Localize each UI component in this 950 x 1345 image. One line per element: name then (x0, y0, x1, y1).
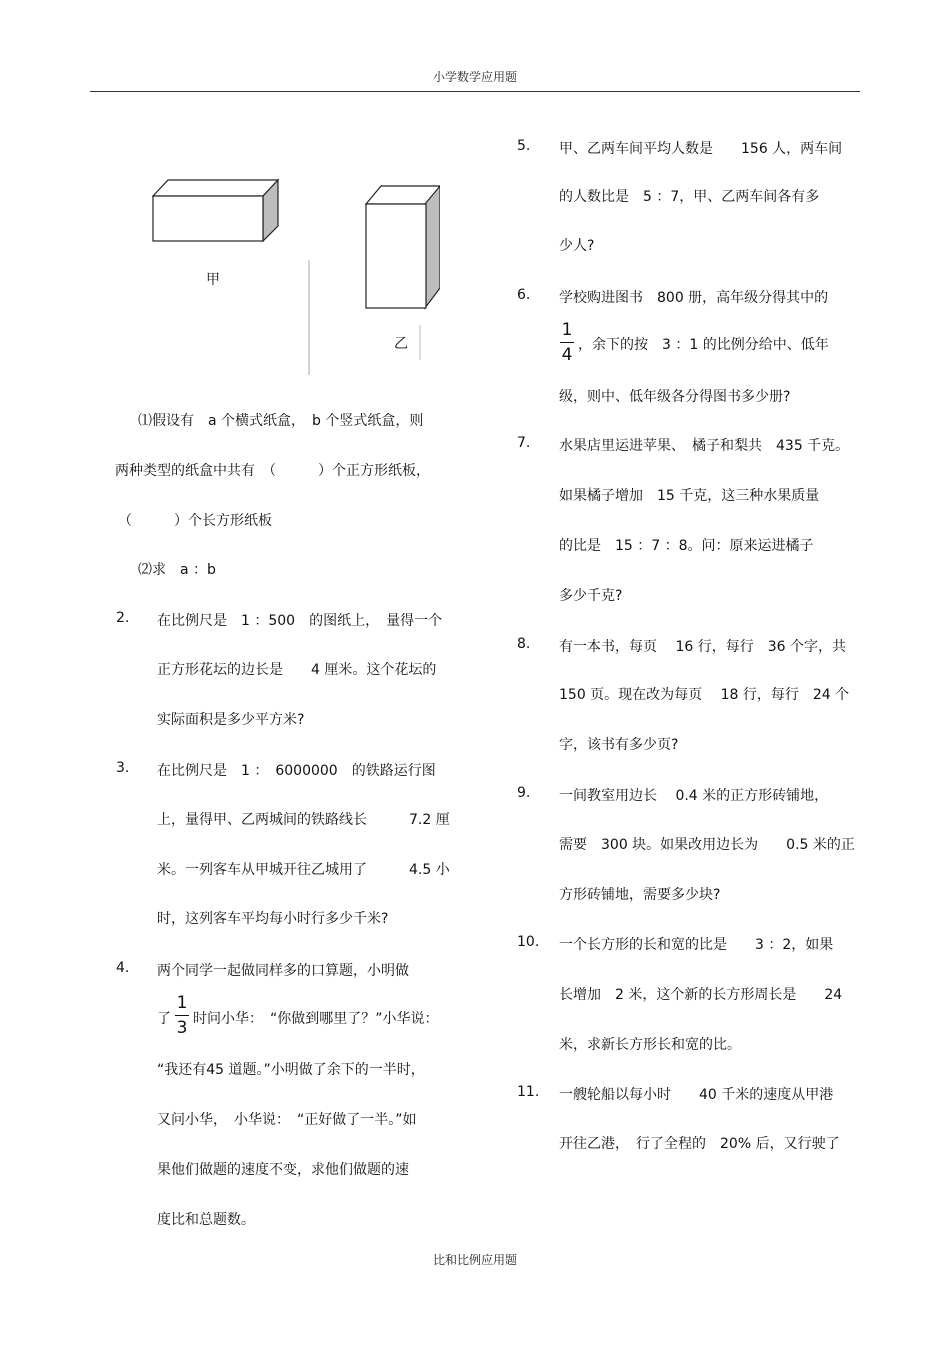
vertical-box-yi (366, 186, 440, 308)
header-title: 小学数学应用题 (432, 70, 517, 84)
q2-line-2: 正方形花坛的边长是 4 厘米。这个花坛的 (157, 662, 437, 678)
horizontal-box-jia (153, 180, 278, 241)
q4-fraction-numerator: 1 (176, 993, 188, 1013)
q3-number: 3. (116, 760, 130, 776)
q9-line-1: 一间教室用边长 0.4 米的正方形砖铺地， (559, 788, 829, 804)
q4-line-5: 果他们做题的速度不变，求他们做题的速 (157, 1162, 409, 1178)
q6-line-3: 级，则中、低年级各分得图书多少册? (559, 389, 791, 405)
q5-number: 5. (517, 138, 531, 154)
q7-line-4: 多少千克? (559, 588, 623, 604)
q8-number: 8. (517, 636, 531, 652)
q3-line-2: 上，量得甲、乙两城间的铁路线长 7.2 厘 (157, 812, 450, 828)
q4-line-1: 两个同学一起做同样多的口算题，小明做 (157, 963, 409, 979)
q4-line-4: 又问小华， 小华说： “正好做了一半。”如 (157, 1112, 417, 1128)
q11-number: 11. (517, 1084, 540, 1100)
q4-fraction (174, 994, 190, 1037)
q9-line-2: 需要 300 块。如果改用边长为 0.5 米的正 (559, 837, 855, 853)
q6-line-1: 学校购进图书 800 册，高年级分得其中的 (559, 290, 829, 306)
q4-number: 4. (116, 960, 130, 976)
q6-fraction-numerator: 1 (561, 320, 573, 340)
q9-line-3: 方形砖铺地，需要多少块? (559, 887, 721, 903)
q6-line-2: ，余下的按 3 ：1 的比例分给中、低年 (578, 337, 829, 353)
q1-line-4: ⑵求 a ：b (138, 562, 216, 578)
q8-line-2: 150 页。现在改为每页 18 行，每行 24 个 (559, 687, 850, 703)
q1-line-2: 两种类型的纸盒中共有 （ ）个正方形纸板， (115, 463, 430, 479)
q2-number: 2. (116, 610, 130, 626)
figure-label-jia: 甲 (206, 272, 220, 288)
q9-number: 9. (517, 785, 531, 801)
q4-line-2b: 时问小华： “你做到哪里了？”小华说： (193, 1011, 439, 1027)
q1-line-1: ⑴假设有 a 个横式纸盒， b 个竖式纸盒，则 (138, 413, 424, 429)
q5-line-2: 的人数比是 5 ：7，甲、乙两车间各有多 (559, 189, 820, 205)
q4-line-6: 度比和总题数。 (157, 1212, 255, 1228)
header-rule (90, 91, 860, 92)
q10-line-2: 长增加 2 米，这个新的长方形周长是 24 (559, 987, 843, 1003)
q6-number: 6. (517, 287, 531, 303)
q5-line-1: 甲、乙两车间平均人数是 156 人，两车间 (559, 141, 843, 157)
q4-line-2a: 了 (157, 1011, 171, 1027)
q11-line-2: 开往乙港， 行了全程的 20% 后，又行驶了 (559, 1136, 840, 1152)
q3-line-1: 在比例尺是 1 ： 6000000 的铁路运行图 (157, 763, 436, 779)
q7-line-1: 水果店里运进苹果、 橘子和梨共 435 千克。 (559, 438, 850, 454)
q4-fraction-denominator: 3 (176, 1018, 188, 1038)
q7-line-2: 如果橘子增加 15 千克，这三种水果质量 (559, 488, 820, 504)
q3-line-4: 时，这列客车平均每小时行多少千米? (157, 911, 389, 927)
q8-line-3: 字，该书有多少页? (559, 737, 679, 753)
q6-fraction (559, 321, 575, 364)
q1-line-3: （ ）个长方形纸板 (118, 513, 272, 529)
q8-line-1: 有一本书，每页 16 行，每行 36 个字，共 (559, 639, 846, 655)
q4-line-3: “我还有45 道题。”小明做了余下的一半时， (157, 1062, 425, 1078)
q5-line-3: 少人? (559, 238, 595, 254)
q7-line-3: 的比是 15 ：7 ：8。问：原来运进橘子 (559, 538, 814, 554)
q10-line-3: 米，求新长方形长和宽的比。 (559, 1037, 741, 1053)
q6-fraction-denominator: 4 (561, 345, 573, 365)
q3-line-3: 米。一列客车从甲城开往乙城用了 4.5 小 (157, 862, 450, 878)
figure-label-yi: 乙 (394, 336, 408, 352)
q10-line-1: 一个长方形的长和宽的比是 3 ：2，如果 (559, 937, 834, 953)
q2-line-3: 实际面积是多少平方米? (157, 712, 305, 728)
q10-number: 10. (517, 934, 540, 950)
q7-number: 7. (517, 435, 531, 451)
footer-title: 比和比例应用题 (432, 1253, 517, 1267)
q11-line-1: 一艘轮船以每小时 40 千米的速度从甲港 (559, 1087, 834, 1103)
q2-line-1: 在比例尺是 1 ：500 的图纸上， 量得一个 (157, 613, 443, 629)
